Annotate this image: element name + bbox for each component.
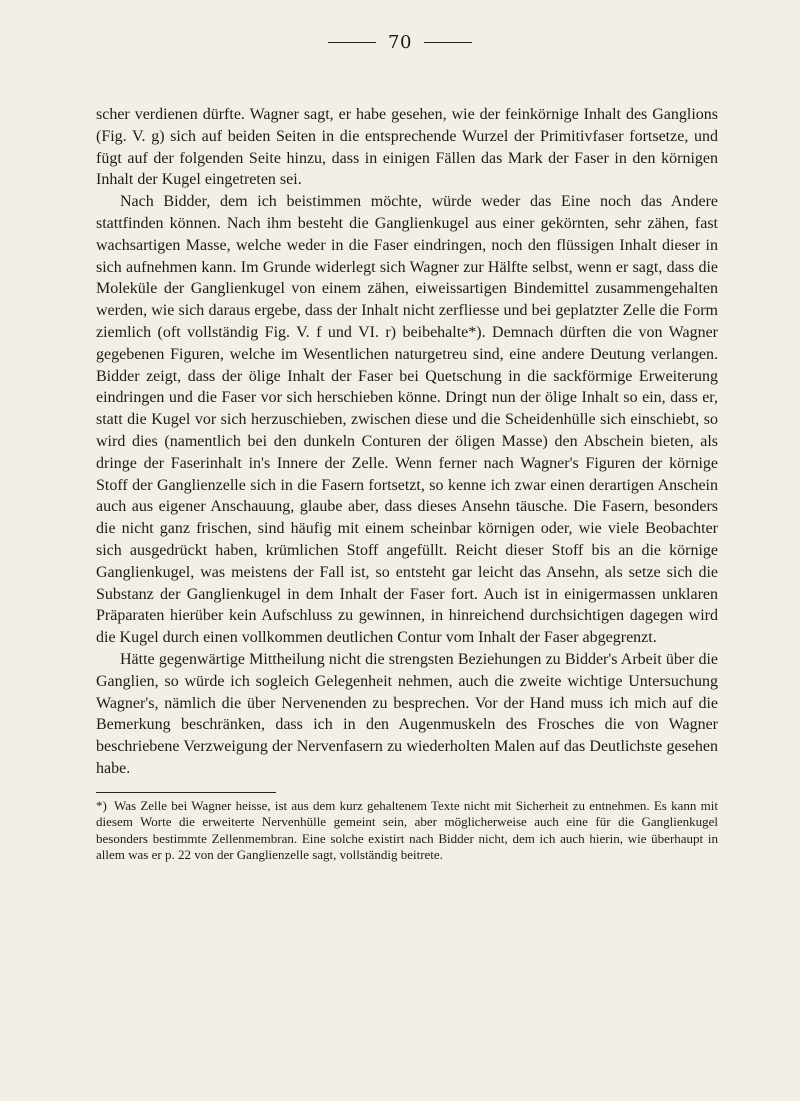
paragraph-2: Nach Bidder, dem ich beistimmen möchte, würde weder das Eine noch das Andere stattfinden können. Nach ihm besteht die Ganglienkugel aus einer gekörnten, sehr zähen, fast wachsartigen Masse, welche weder in die Faser eindringen, noch den flüssigen Inhalt dieser in sich aufnehmen kann. Im Grunde widerlegt sich Wagner zur Hälfte selbst, wenn er sagt, dass die Moleküle der Ganglienkugel von einem zähen, eiweissartigen Bindemittel zusammengehalten werden, wie sich daraus ergebe, dass der Inhalt nicht zerfliesse und bei geplatzter Zelle die Form ziemlich (oft vollständig Fig. V. f und VI. r) beibehalte*). Demnach dürften die von Wagner gegebenen Figuren, welche im Wesentlichen naturgetreu sind, eine andere Deutung verlangen. Bidder zeigt, dass der ölige Inhalt der Faser bei Quetschung in die sackförmige Erweiterung eindringen und die Faser vor sich herschieben könne. Dringt nun der ölige Inhalt so ein, dass er, statt die Kugel vor sich herzuschieben, zwischen diese und die Scheidenhülle sich einschiebt, so wird dies (namentlich bei den dunkeln Conturen der öligen Masse) den Abschein bieten, als dringe der Faserinhalt in's Innere der Zelle. Wenn ferner nach Wagner's Figuren der körnige Stoff der Ganglienzelle sich in die Fasern fortsetzt, so kenne ich zwar einen derartigen Anschein auch aus eigener Anschauung, glaube aber, dass dieses Ansehn täusche. Die Fasern, besonders die nicht ganz frischen, sind häufig mit einem scheinbar körnigen oder, wie viele Beobachter sich ausgedrückt haben, krümlichen Stoff angefüllt. Reicht dieser Stoff bis an die körnige Ganglienkugel, was meistens der Fall ist, so entsteht gar leicht das Ansehn, als setze sich die Substanz der Ganglienkugel in dem Inhalt der Faser fort. Auch ist in einigermassen unklaren Präparaten hierüber kein Aufschluss zu gewinnen, in hinreichend durchsichtigen dagegen wird die Kugel durch einen vollkommen deutlichen Contur vom Inhalt der Faser abgegrenzt. (96, 193, 718, 647)
page-header (0, 32, 800, 53)
header-rule-right (424, 42, 472, 43)
paragraph-1: scher verdienen dürfte. Wagner sagt, er habe gesehen, wie der feinkörnige Inhalt des Ganglions (Fig. V. g) sich auf beiden Seiten in die entsprechende Wurzel der Primitivfaser fortsetze, und fügt auf der folgenden Seite hinzu, dass in einigen Fällen das Mark der Faser in den körnigen Inhalt der Kugel eingetreten sei. (96, 106, 718, 189)
page-number: 70 (388, 32, 412, 53)
paragraph-3: Hätte gegenwärtige Mittheilung nicht die strengsten Beziehungen zu Bidder's Arbeit über die Ganglien, so würde ich sogleich Gelegenheit nehmen, auch die zweite wichtige Untersuchung Wagner's, nämlich die über Nervenenden zu besprechen. Vor der Hand muss ich mich auf die Bemerkung beschränken, dass ich in den Augenmuskeln des Frosches die von Wagner beschriebene Verzweigung der Nervenfasern zu wiederholten Malen auf das Deutlichste gesehen habe. (96, 650, 718, 777)
footnote-marker: *) (96, 798, 107, 813)
footnote-rule (96, 792, 276, 793)
footnote-text: Was Zelle bei Wagner heisse, ist aus dem kurz gehaltenem Texte nicht mit Sicherheit zu entnehmen. Es kann mit diesem Worte die erweiterte Nervenhülle gemeint sein, aber möglicherweise auch eine für die Ganglienkugel besonders bestimmte Zellenmembran. Eine solche existirt nach Bidder nicht, dem ich auch hierin, wie überhaupt in allem was er p. 22 von der Ganglienzelle sagt, vollständig beitrete. (96, 798, 718, 863)
footnote (96, 798, 718, 864)
header-rule-left (328, 42, 376, 43)
body-text (96, 104, 718, 780)
